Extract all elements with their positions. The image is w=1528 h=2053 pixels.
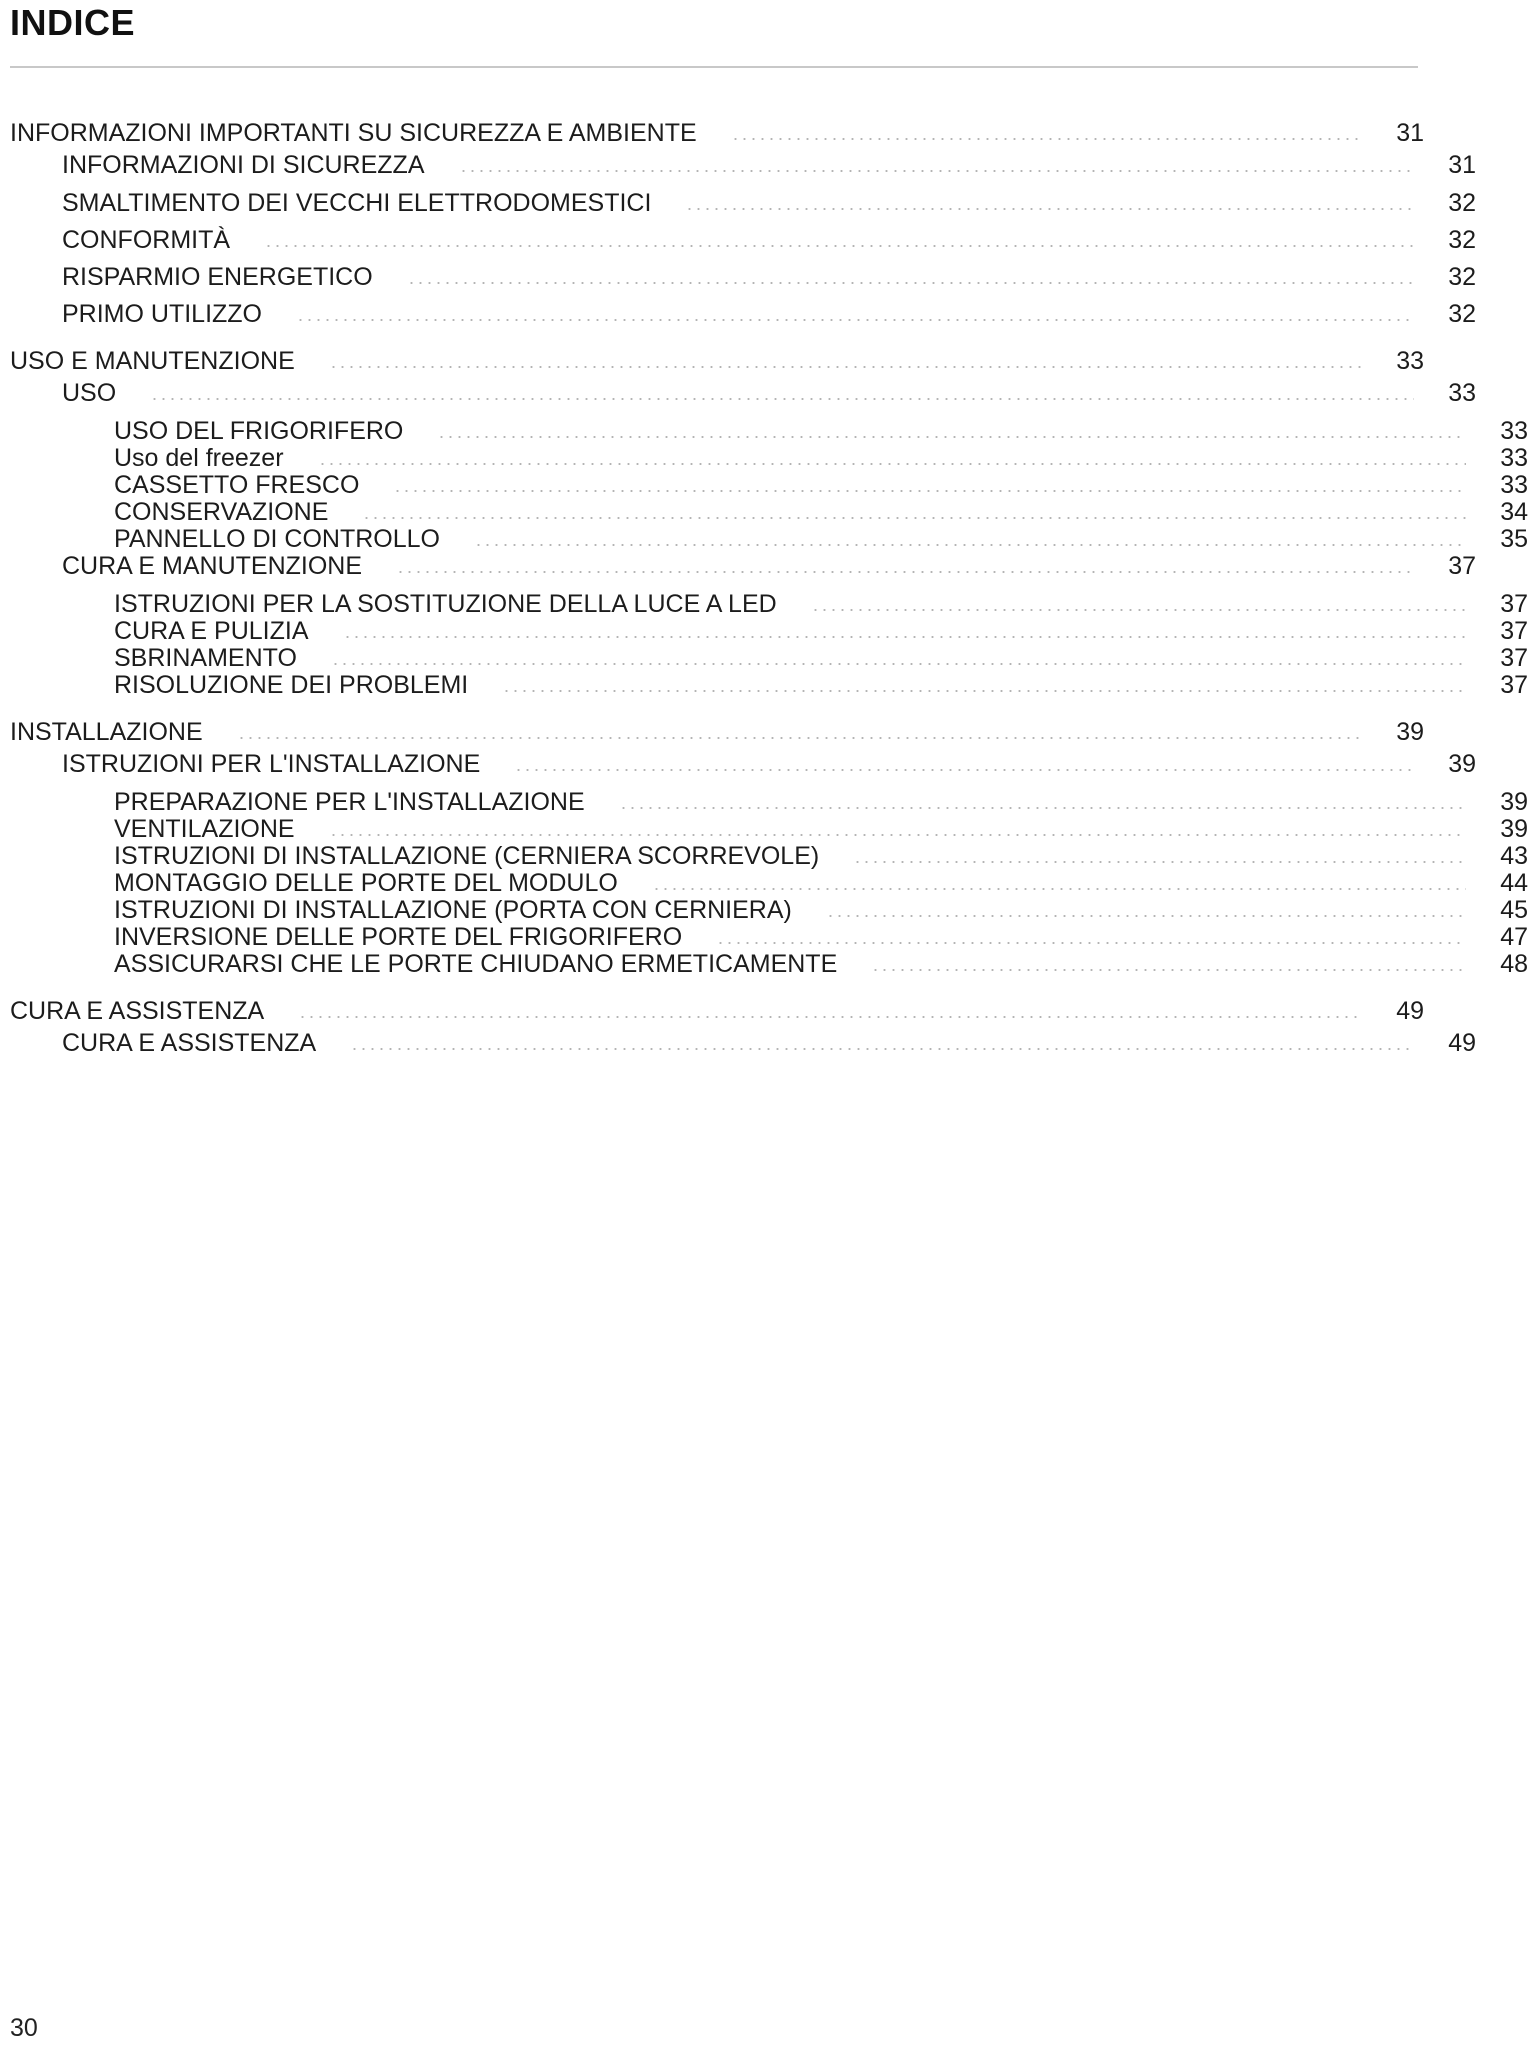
- dot-leader: [362, 517, 1466, 519]
- toc-entry-page: 37: [1500, 671, 1528, 699]
- toc-entry-label: ASSICURARSI CHE LE PORTE CHIUDANO ERMETICAMENTE: [114, 950, 838, 978]
- page-title: INDICE: [10, 2, 136, 43]
- toc-entry-label: CURA E MANUTENZIONE: [62, 552, 363, 580]
- toc-entry[interactable]: [0, 949, 1528, 979]
- toc-entry-label: CONFORMITÀ: [62, 226, 231, 254]
- toc-entry[interactable]: [0, 378, 1476, 408]
- dot-leader: [350, 1048, 1414, 1050]
- toc-entry-page: 33: [1500, 471, 1528, 499]
- toc-entry-page: 33: [1396, 347, 1424, 375]
- toc-entry-page: 35: [1500, 525, 1528, 553]
- toc-entry[interactable]: [0, 616, 1528, 646]
- toc-entry-page: 39: [1500, 815, 1528, 843]
- toc-entry-page: 49: [1396, 997, 1424, 1025]
- toc-entry-page: 44: [1500, 869, 1528, 897]
- dot-leader: [407, 282, 1415, 284]
- toc-entry[interactable]: [0, 814, 1528, 844]
- toc-entry-label: ISTRUZIONI DI INSTALLAZIONE (CERNIERA SCORREVOLE): [114, 842, 820, 870]
- toc-entry-label: CURA E ASSISTENZA: [10, 997, 265, 1025]
- dot-leader: [811, 609, 1467, 611]
- dot-leader: [331, 663, 1466, 665]
- toc-entry[interactable]: [0, 118, 1424, 148]
- toc-entry-label: PRIMO UTILIZZO: [62, 300, 262, 328]
- dot-leader: [731, 138, 1363, 140]
- toc-entry-label: CURA E PULIZIA: [114, 617, 309, 645]
- toc-entry-label: PREPARAZIONE PER L'INSTALLAZIONE: [114, 788, 585, 816]
- dot-leader: [343, 636, 1467, 638]
- dot-leader: [150, 398, 1414, 400]
- toc-entry-page: 32: [1448, 226, 1476, 254]
- dot-leader: [514, 769, 1414, 771]
- toc-entry[interactable]: [0, 470, 1528, 500]
- toc-entry-label: RISOLUZIONE DEI PROBLEMI: [114, 671, 469, 699]
- toc-entry-label: USO DEL FRIGORIFERO: [114, 417, 404, 445]
- toc-entry-page: 45: [1500, 896, 1528, 924]
- toc-entry-label: SBRINAMENTO: [114, 644, 297, 672]
- dot-leader: [296, 319, 1414, 321]
- toc-entry-label: CASSETTO FRESCO: [114, 471, 360, 499]
- dot-leader: [396, 571, 1414, 573]
- toc-entry[interactable]: [0, 922, 1528, 952]
- toc-entry-label: RISPARMIO ENERGETICO: [62, 263, 373, 291]
- toc-entry[interactable]: [0, 150, 1476, 180]
- toc-entry[interactable]: [0, 1028, 1476, 1058]
- toc-entry[interactable]: [0, 787, 1528, 817]
- toc-entry-page: 37: [1500, 617, 1528, 645]
- toc-entry[interactable]: [0, 841, 1528, 871]
- toc-entry[interactable]: [0, 262, 1476, 292]
- toc-entry-label: MONTAGGIO DELLE PORTE DEL MODULO: [114, 869, 618, 897]
- toc-entry[interactable]: [0, 416, 1528, 446]
- toc-entry-page: 39: [1448, 750, 1476, 778]
- toc-entry-page: 33: [1448, 379, 1476, 407]
- toc-entry[interactable]: [0, 717, 1424, 747]
- dot-leader: [652, 888, 1466, 890]
- toc-entry[interactable]: [0, 589, 1528, 619]
- toc-entry-page: 34: [1500, 498, 1528, 526]
- toc-entry[interactable]: [0, 670, 1528, 700]
- toc-entry[interactable]: [0, 996, 1424, 1026]
- dot-leader: [329, 834, 1467, 836]
- toc-entry[interactable]: [0, 346, 1424, 376]
- dot-leader: [298, 1016, 1362, 1018]
- dot-leader: [853, 861, 1466, 863]
- toc-entry-label: USO: [62, 379, 117, 407]
- dot-leader: [393, 490, 1466, 492]
- toc-entry-page: 37: [1500, 590, 1528, 618]
- toc-entry[interactable]: [0, 188, 1476, 218]
- toc-entry-page: 43: [1500, 842, 1528, 870]
- toc-entry[interactable]: [0, 749, 1476, 779]
- toc-entry-label: INVERSIONE DELLE PORTE DEL FRIGORIFERO: [114, 923, 683, 951]
- toc-entry-label: INSTALLAZIONE: [10, 718, 203, 746]
- toc-entry-label: CURA E ASSISTENZA: [62, 1029, 317, 1057]
- toc-entry-label: CONSERVAZIONE: [114, 498, 329, 526]
- toc-entry[interactable]: [0, 551, 1476, 581]
- toc-entry-label: PANNELLO DI CONTROLLO: [114, 525, 441, 553]
- toc-entry[interactable]: [0, 643, 1528, 673]
- toc-entry-page: 39: [1500, 788, 1528, 816]
- toc-entry-page: 37: [1500, 644, 1528, 672]
- toc-entry[interactable]: [0, 299, 1476, 329]
- title-divider: [10, 66, 1418, 68]
- dot-leader: [329, 366, 1362, 368]
- toc-entry-page: 32: [1448, 263, 1476, 291]
- toc-entry[interactable]: [0, 895, 1528, 925]
- dot-leader: [474, 544, 1466, 546]
- dot-leader: [459, 170, 1415, 172]
- toc-entry-page: 32: [1448, 189, 1476, 217]
- dot-leader: [685, 208, 1414, 210]
- toc-entry-label: ISTRUZIONI DI INSTALLAZIONE (PORTA CON CERNIERA): [114, 896, 792, 924]
- toc-entry-page: 48: [1500, 950, 1528, 978]
- toc-entry-page: 33: [1500, 417, 1528, 445]
- toc-entry-label: VENTILAZIONE: [114, 815, 295, 843]
- toc-entry-page: 47: [1500, 923, 1528, 951]
- toc-entry-label: INFORMAZIONI IMPORTANTI SU SICUREZZA E AMBIENTE: [10, 119, 697, 147]
- dot-leader: [826, 915, 1466, 917]
- toc-entry-page: 33: [1500, 444, 1528, 472]
- dot-leader: [871, 969, 1466, 971]
- toc-entry-label: INFORMAZIONI DI SICUREZZA: [62, 151, 425, 179]
- toc-entry-page: 39: [1396, 718, 1424, 746]
- toc-entry-page: 31: [1396, 119, 1424, 147]
- toc-entry-label: Uso del freezer: [114, 444, 284, 472]
- toc-entry[interactable]: [0, 868, 1528, 898]
- toc-entry-page: 37: [1448, 552, 1476, 580]
- dot-leader: [502, 690, 1466, 692]
- dot-leader: [437, 436, 1466, 438]
- toc-entry[interactable]: [0, 524, 1528, 554]
- dot-leader: [318, 463, 1467, 465]
- toc-entry[interactable]: [0, 225, 1476, 255]
- dot-leader: [716, 942, 1466, 944]
- toc-entry[interactable]: [0, 497, 1528, 527]
- toc-entry-label: ISTRUZIONI PER LA SOSTITUZIONE DELLA LUCE A LED: [114, 590, 777, 618]
- toc-entry-label: ISTRUZIONI PER L'INSTALLAZIONE: [62, 750, 481, 778]
- toc-entry-page: 31: [1448, 151, 1476, 179]
- toc-entry-page: 32: [1448, 300, 1476, 328]
- page-number: 30: [10, 2014, 38, 2042]
- dot-leader: [619, 807, 1467, 809]
- dot-leader: [264, 245, 1414, 247]
- toc-entry-label: USO E MANUTENZIONE: [10, 347, 295, 375]
- toc-entry-label: SMALTIMENTO DEI VECCHI ELETTRODOMESTICI: [62, 189, 652, 217]
- toc-entry[interactable]: [0, 443, 1528, 473]
- dot-leader: [237, 737, 1363, 739]
- toc-entry-page: 49: [1448, 1029, 1476, 1057]
